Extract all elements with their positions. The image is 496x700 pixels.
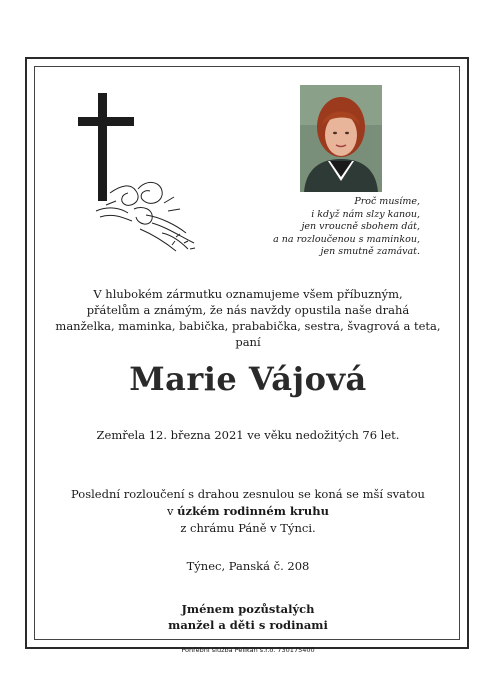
mourners [40,601,456,633]
mourners-line: Jménem pozůstalých [181,602,315,616]
cross-icon [78,93,134,201]
death-date: Zemřela 12. března 2021 ve věku nedožitých 76 let. [96,428,400,442]
poem-line: a na rozloučenou s maminkou, [273,233,420,245]
deceased-name: Marie Vájová [129,360,367,398]
farewell-emphasis: úzkém rodinném kruhu [177,504,329,518]
intro-line: V hlubokém zármutku oznamujeme všem příbuzným, [93,287,403,301]
intro-line: manželka, maminka, babička, prababička, sestra, švagrová a teta, [55,319,441,333]
cross-with-roses-image [76,93,206,258]
poem-line: Proč musíme, [354,196,420,207]
poem-line: i když nám slzy kanou, [311,208,420,220]
announcement-intro [40,286,456,350]
farewell-info [40,486,456,537]
farewell-line: z chrámu Páně v Týnci. [180,521,316,535]
farewell-line [40,503,456,520]
mourners-line: manžel a děti s rodinami [168,618,328,632]
roses-icon [96,182,195,251]
farewell-line: Poslední rozloučení s drahou zesnulou se koná se mší svatou [71,487,425,501]
farewell-prefix: v [167,504,178,518]
poem [250,196,420,259]
address: Týnec, Panská č. 208 [186,559,310,573]
poem-line: jen smutně zamávat. [320,246,420,257]
intro-line: přátelům a známým, že nás navždy opustila naše drahá [86,303,410,317]
funeral-service-footer: Pohřební služba Pelikán s.r.o. 730175400 [181,646,315,654]
poem-line: jen vroucně sbohem dát, [301,221,420,232]
portrait-photo [300,85,382,192]
intro-line: paní [235,335,261,349]
